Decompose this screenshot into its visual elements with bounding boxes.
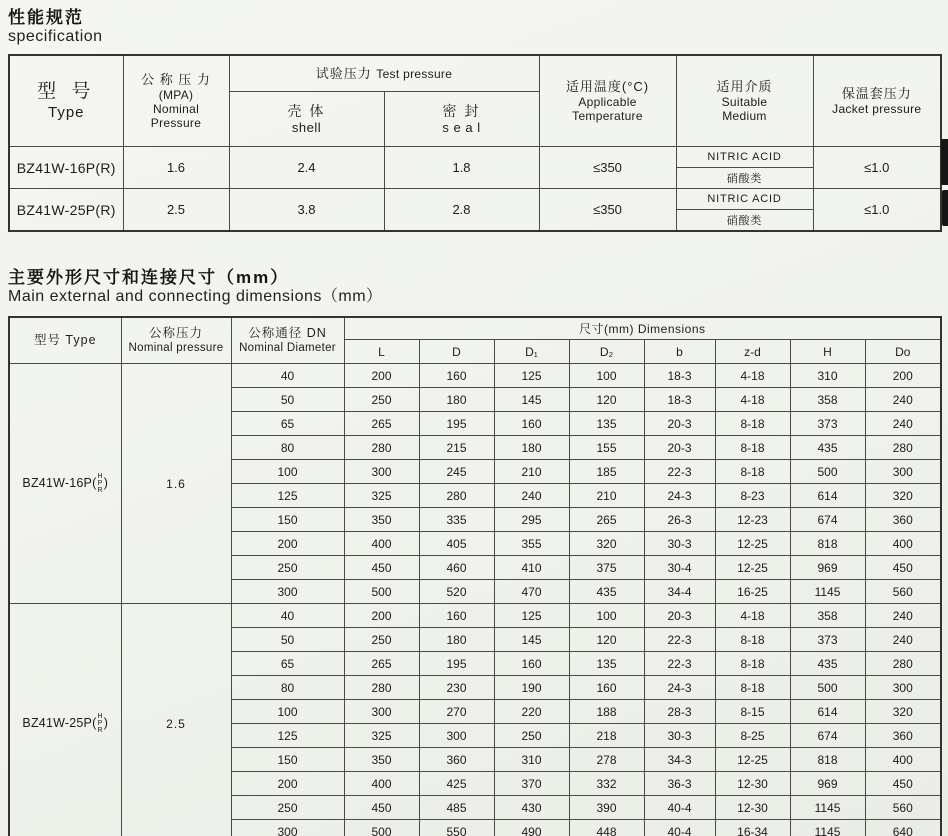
dimension-cell: 295 — [494, 508, 569, 532]
dimension-cell: 4-18 — [715, 604, 790, 628]
spec-col-seal-zh: 密 封 — [442, 103, 481, 119]
dimension-cell: 373 — [790, 412, 865, 436]
dimension-cell: 20-3 — [644, 604, 715, 628]
dn-cell: 50 — [231, 388, 344, 412]
spec-row1-shell: 2.4 — [229, 147, 384, 189]
dimension-cell: 300 — [344, 460, 419, 484]
dimension-cell: 300 — [344, 700, 419, 724]
dimension-cell: 8-18 — [715, 436, 790, 460]
dimension-cell: 210 — [569, 484, 644, 508]
dimension-cell: 100 — [569, 604, 644, 628]
dimension-cell: 490 — [494, 820, 569, 836]
dimension-cell: 8-18 — [715, 652, 790, 676]
spec-table — [8, 54, 942, 232]
dimension-cell: 425 — [419, 772, 494, 796]
dimension-cell: 250 — [494, 724, 569, 748]
dimension-cell: 185 — [569, 460, 644, 484]
dimensions-table-body — [9, 364, 941, 836]
dimension-cell: 640 — [865, 820, 941, 836]
dimension-cell: 450 — [344, 796, 419, 820]
dimension-cell: 230 — [419, 676, 494, 700]
dimension-cell: 120 — [569, 388, 644, 412]
dimension-cell: 188 — [569, 700, 644, 724]
dn-cell: 150 — [231, 508, 344, 532]
spec-title-zh: 性能规范 — [8, 8, 84, 27]
dimension-cell: 34-4 — [644, 580, 715, 604]
spec-row2-temperature: ≤350 — [539, 189, 676, 232]
dimension-cell: 240 — [865, 412, 941, 436]
dimension-cell: 30-4 — [644, 556, 715, 580]
dim-col-header: D — [419, 340, 494, 364]
dimension-cell: 674 — [790, 508, 865, 532]
dimension-cell: 435 — [790, 652, 865, 676]
spec-row1-seal: 1.8 — [384, 147, 539, 189]
spec-col-medium-en2: Medium — [722, 109, 767, 123]
dim-col-header: Do — [865, 340, 941, 364]
dim-col-dn-zh: 公称通径 DN — [248, 326, 327, 340]
dn-cell: 65 — [231, 652, 344, 676]
dimension-cell: 135 — [569, 412, 644, 436]
dim-col-dn — [231, 317, 344, 364]
dn-cell: 100 — [231, 460, 344, 484]
dim-col-header: L — [344, 340, 419, 364]
dimension-cell: 265 — [344, 412, 419, 436]
dimension-cell: 100 — [569, 364, 644, 388]
dim-col-header: z-d — [715, 340, 790, 364]
dimension-cell: 350 — [344, 748, 419, 772]
dn-cell: 300 — [231, 820, 344, 836]
dimension-cell: 450 — [865, 772, 941, 796]
dimension-cell: 34-3 — [644, 748, 715, 772]
dimension-cell: 450 — [344, 556, 419, 580]
dimension-cell: 358 — [790, 388, 865, 412]
dimension-cell: 4-18 — [715, 388, 790, 412]
dimension-cell: 500 — [344, 820, 419, 836]
dimension-cell: 16-25 — [715, 580, 790, 604]
spec-table-head — [9, 55, 941, 147]
dimension-cell: 390 — [569, 796, 644, 820]
dimension-cell: 24-3 — [644, 676, 715, 700]
dim-col-header: D₁ — [494, 340, 569, 364]
dimension-cell: 12-25 — [715, 532, 790, 556]
dimension-cell: 325 — [344, 724, 419, 748]
dimension-cell: 250 — [344, 628, 419, 652]
scan-artifact — [941, 139, 948, 185]
dn-cell: 50 — [231, 628, 344, 652]
dimension-cell: 360 — [865, 724, 941, 748]
dimension-cell: 120 — [569, 628, 644, 652]
dimension-cell: 400 — [344, 532, 419, 556]
dimension-cell: 160 — [419, 364, 494, 388]
dimension-cell: 218 — [569, 724, 644, 748]
dimension-cell: 145 — [494, 388, 569, 412]
spec-col-seal — [384, 92, 539, 147]
dimension-cell: 400 — [865, 748, 941, 772]
dn-cell: 100 — [231, 700, 344, 724]
dimension-cell: 40-4 — [644, 796, 715, 820]
dn-cell: 80 — [231, 436, 344, 460]
dimension-cell: 335 — [419, 508, 494, 532]
dn-cell: 80 — [231, 676, 344, 700]
dimension-cell: 278 — [569, 748, 644, 772]
dimensions-table — [8, 316, 942, 836]
dimension-cell: 8-23 — [715, 484, 790, 508]
spec-row-2 — [9, 189, 941, 210]
dimension-cell: 370 — [494, 772, 569, 796]
dimension-cell: 674 — [790, 724, 865, 748]
dimension-cell: 280 — [419, 484, 494, 508]
dimension-cell: 270 — [419, 700, 494, 724]
dimension-cell: 405 — [419, 532, 494, 556]
dimension-cell: 1145 — [790, 580, 865, 604]
spec-col-jacket-zh: 保温套压力 — [841, 86, 912, 101]
dimension-cell: 245 — [419, 460, 494, 484]
dimension-cell: 8-18 — [715, 460, 790, 484]
dimension-cell: 8-18 — [715, 676, 790, 700]
spec-col-medium-zh: 适用介质 — [716, 79, 773, 94]
spec-col-seal-en: s e a l — [442, 120, 481, 135]
spec-row2-type: BZ41W-25P(R) — [9, 189, 123, 232]
dimension-cell: 320 — [865, 700, 941, 724]
dimension-cell: 30-3 — [644, 532, 715, 556]
spec-col-temperature — [539, 55, 676, 147]
dimension-cell: 332 — [569, 772, 644, 796]
dn-cell: 125 — [231, 724, 344, 748]
group-nominal-pressure-cell: 1.6 — [121, 364, 231, 604]
dimension-cell: 26-3 — [644, 508, 715, 532]
dimension-cell: 200 — [344, 364, 419, 388]
spec-col-jacket-en: Jacket pressure — [832, 102, 922, 116]
dimension-cell: 470 — [494, 580, 569, 604]
dimension-cell: 450 — [865, 556, 941, 580]
dimension-cell: 4-18 — [715, 364, 790, 388]
dimension-cell: 360 — [865, 508, 941, 532]
dimension-cell: 550 — [419, 820, 494, 836]
dimension-cell: 210 — [494, 460, 569, 484]
spec-row2-shell: 3.8 — [229, 189, 384, 232]
dimension-cell: 460 — [419, 556, 494, 580]
dimension-cell: 818 — [790, 532, 865, 556]
dimension-cell: 280 — [344, 676, 419, 700]
spec-col-test-zh: 试验压力 — [315, 65, 372, 81]
group-nominal-pressure-cell: 2.5 — [121, 604, 231, 836]
dim-section-titles — [8, 268, 948, 306]
dimension-cell: 373 — [790, 628, 865, 652]
dim-col-nominal-pressure — [121, 317, 231, 364]
dimension-cell: 8-15 — [715, 700, 790, 724]
dimension-cell: 160 — [419, 604, 494, 628]
dimension-cell: 614 — [790, 700, 865, 724]
dimension-cell: 430 — [494, 796, 569, 820]
spec-col-shell — [229, 92, 384, 147]
spec-row2-seal: 2.8 — [384, 189, 539, 232]
dn-cell: 40 — [231, 604, 344, 628]
dimension-cell: 300 — [419, 724, 494, 748]
spec-row1-medium-en: NITRIC ACID — [676, 147, 813, 168]
dimension-cell: 18-3 — [644, 364, 715, 388]
dimension-cell: 8-25 — [715, 724, 790, 748]
dimension-cell: 1145 — [790, 796, 865, 820]
dimension-cell: 355 — [494, 532, 569, 556]
spec-col-test-en: Test pressure — [376, 66, 453, 81]
dimension-cell: 22-3 — [644, 652, 715, 676]
dimension-cell: 614 — [790, 484, 865, 508]
dimension-cell: 160 — [494, 412, 569, 436]
dn-cell: 300 — [231, 580, 344, 604]
spec-col-test-pressure — [229, 55, 539, 92]
dimension-cell: 410 — [494, 556, 569, 580]
dn-cell: 150 — [231, 748, 344, 772]
dimension-cell: 435 — [569, 580, 644, 604]
spec-col-temp-en2: Temperature — [572, 109, 643, 123]
dimension-cell: 240 — [865, 604, 941, 628]
dimension-cell: 310 — [790, 364, 865, 388]
dimension-cell: 20-3 — [644, 436, 715, 460]
dimension-cell: 280 — [865, 652, 941, 676]
spec-row-1 — [9, 147, 941, 168]
dimension-cell: 12-25 — [715, 556, 790, 580]
spec-col-shell-en: shell — [291, 120, 322, 135]
dim-col-header: b — [644, 340, 715, 364]
spec-col-temp-en1: Applicable — [578, 95, 637, 109]
dim-title-zh: 主要外形尺寸和连接尺寸（mm） — [8, 268, 290, 287]
dimension-cell: 20-3 — [644, 412, 715, 436]
dimension-cell: 969 — [790, 772, 865, 796]
dn-cell: 250 — [231, 796, 344, 820]
spec-col-temp-zh: 适用温度(°C) — [565, 79, 650, 94]
spec-col-medium — [676, 55, 813, 147]
spec-row2-medium-zh: 硝酸类 — [676, 210, 813, 232]
dimension-cell: 160 — [569, 676, 644, 700]
dim-col-dn-en: Nominal Diameter — [239, 342, 336, 354]
dimension-cell: 265 — [344, 652, 419, 676]
dimension-cell: 125 — [494, 364, 569, 388]
dimension-cell: 500 — [344, 580, 419, 604]
spec-section-titles — [8, 8, 948, 46]
spec-row1-temperature: ≤350 — [539, 147, 676, 189]
dim-col-type — [9, 317, 121, 364]
spec-col-type-en: Type — [47, 104, 85, 121]
dimension-row — [9, 364, 941, 388]
dimension-cell: 435 — [790, 436, 865, 460]
dimension-cell: 265 — [569, 508, 644, 532]
dimension-cell: 320 — [865, 484, 941, 508]
spec-col-type — [9, 55, 123, 147]
dimension-cell: 40-4 — [644, 820, 715, 836]
spec-row2-jacket-pressure: ≤1.0 — [813, 189, 941, 232]
dn-cell: 250 — [231, 556, 344, 580]
dimension-cell: 485 — [419, 796, 494, 820]
dimension-row — [9, 604, 941, 628]
valve-type-cell: BZ41W-25P( H P R ) — [9, 604, 121, 836]
dimension-cell: 350 — [344, 508, 419, 532]
dimension-cell: 8-18 — [715, 628, 790, 652]
dim-col-np-en: Nominal pressure — [128, 342, 224, 354]
dimension-cell: 448 — [569, 820, 644, 836]
dimension-cell: 250 — [344, 388, 419, 412]
dimension-cell: 195 — [419, 652, 494, 676]
dimension-cell: 135 — [569, 652, 644, 676]
spec-col-np-zh: 公 称 压 力 — [141, 72, 211, 87]
dimension-cell: 320 — [569, 532, 644, 556]
spec-row1-type: BZ41W-16P(R) — [9, 147, 123, 189]
dn-cell: 200 — [231, 532, 344, 556]
valve-type-cell: BZ41W-16P( H P R ) — [9, 364, 121, 604]
spec-title-en: specification — [8, 28, 103, 45]
spec-col-np-en2: Pressure — [150, 116, 202, 130]
dimension-cell: 358 — [790, 604, 865, 628]
dimension-cell: 12-23 — [715, 508, 790, 532]
dimension-cell: 36-3 — [644, 772, 715, 796]
dimension-cell: 200 — [344, 604, 419, 628]
dimension-cell: 16-34 — [715, 820, 790, 836]
dn-cell: 65 — [231, 412, 344, 436]
dimension-cell: 400 — [865, 532, 941, 556]
dim-col-header: H — [790, 340, 865, 364]
dim-title-en: Main external and connecting dimensions（mm） — [8, 288, 383, 305]
dimension-cell: 190 — [494, 676, 569, 700]
spec-row1-medium-zh: 硝酸类 — [676, 168, 813, 189]
dimension-cell: 400 — [344, 772, 419, 796]
dimension-cell: 180 — [419, 388, 494, 412]
dimension-cell: 22-3 — [644, 460, 715, 484]
dimension-cell: 969 — [790, 556, 865, 580]
dimension-cell: 180 — [494, 436, 569, 460]
spec-col-type-zh: 型 号 — [37, 81, 96, 102]
dimension-cell: 300 — [865, 460, 941, 484]
spec-row1-jacket-pressure: ≤1.0 — [813, 147, 941, 189]
dimension-cell: 24-3 — [644, 484, 715, 508]
dn-cell: 40 — [231, 364, 344, 388]
dimension-cell: 30-3 — [644, 724, 715, 748]
dimension-cell: 560 — [865, 580, 941, 604]
dimension-cell: 8-18 — [715, 412, 790, 436]
dimension-cell: 560 — [865, 796, 941, 820]
dimension-cell: 818 — [790, 748, 865, 772]
dimension-cell: 500 — [790, 460, 865, 484]
dimension-cell: 500 — [790, 676, 865, 700]
dimension-cell: 215 — [419, 436, 494, 460]
dimension-cell: 155 — [569, 436, 644, 460]
dimension-cell: 12-30 — [715, 796, 790, 820]
spec-col-np-unit: (MPA) — [158, 88, 194, 102]
spec-row1-nominal-pressure: 1.6 — [123, 147, 229, 189]
dimension-cell: 240 — [865, 628, 941, 652]
dimension-cell: 145 — [494, 628, 569, 652]
spec-row2-nominal-pressure: 2.5 — [123, 189, 229, 232]
dimension-cell: 280 — [344, 436, 419, 460]
dimension-cell: 18-3 — [644, 388, 715, 412]
dimension-cell: 220 — [494, 700, 569, 724]
dimension-cell: 12-30 — [715, 772, 790, 796]
dimension-cell: 300 — [865, 676, 941, 700]
spec-table-body — [9, 147, 941, 232]
spec-row2-medium-en: NITRIC ACID — [676, 189, 813, 210]
spec-col-nominal-pressure — [123, 55, 229, 147]
dimension-cell: 520 — [419, 580, 494, 604]
dimension-cell: 375 — [569, 556, 644, 580]
dimension-cell: 180 — [419, 628, 494, 652]
spec-col-medium-en1: Suitable — [721, 95, 768, 109]
dimension-cell: 28-3 — [644, 700, 715, 724]
spec-col-jacket-pressure — [813, 55, 941, 147]
dim-band-header: 尺寸(mm) Dimensions — [344, 317, 941, 340]
dim-col-header: D₂ — [569, 340, 644, 364]
dimension-cell: 12-25 — [715, 748, 790, 772]
scan-artifact — [942, 190, 948, 226]
dim-col-type-label: 型号 Type — [33, 333, 97, 347]
dn-cell: 200 — [231, 772, 344, 796]
dimension-cell: 280 — [865, 436, 941, 460]
spec-col-shell-zh: 壳 体 — [287, 103, 326, 119]
dimension-cell: 125 — [494, 604, 569, 628]
dimension-cell: 200 — [865, 364, 941, 388]
dimension-cell: 22-3 — [644, 628, 715, 652]
dimension-cell: 310 — [494, 748, 569, 772]
dim-col-np-zh: 公称压力 — [148, 326, 203, 340]
dimensions-table-head — [9, 317, 941, 364]
dimension-cell: 240 — [865, 388, 941, 412]
dimension-cell: 325 — [344, 484, 419, 508]
dimension-cell: 195 — [419, 412, 494, 436]
dimension-cell: 160 — [494, 652, 569, 676]
dn-cell: 125 — [231, 484, 344, 508]
dimension-cell: 240 — [494, 484, 569, 508]
dimension-cell: 1145 — [790, 820, 865, 836]
dimension-cell: 360 — [419, 748, 494, 772]
spec-col-np-en1: Nominal — [152, 102, 200, 116]
